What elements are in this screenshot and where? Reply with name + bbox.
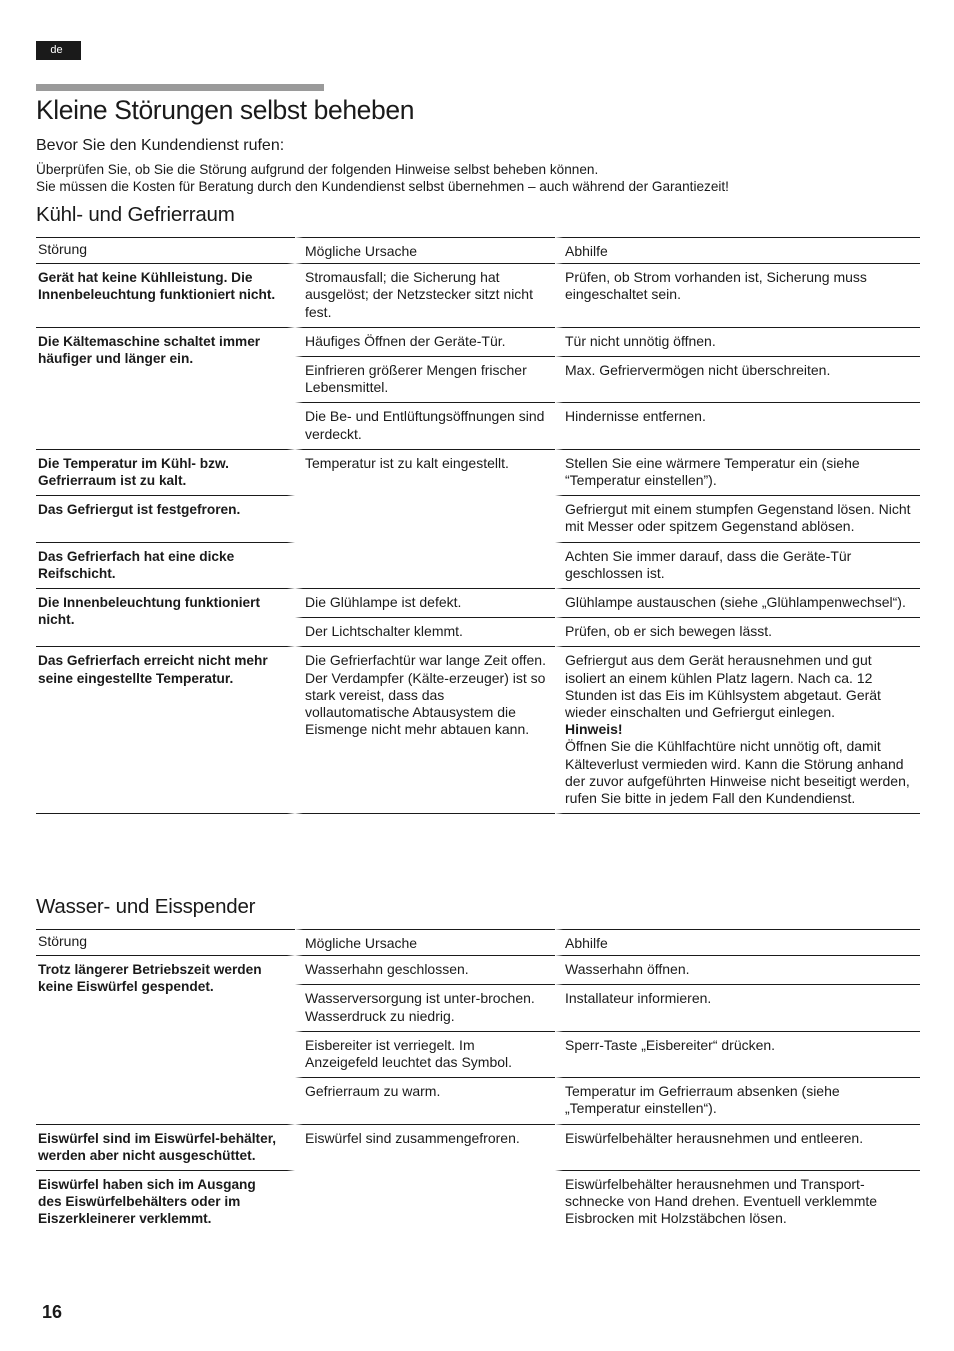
problem-cell: Gerät hat keine Kühlleistung. Die Innenbeleuchtung funktioniert nicht. <box>36 263 295 327</box>
fix-cell: Stellen Sie eine wärmere Temperatur ein (siehe “Temperatur einstellen”). <box>555 449 920 495</box>
table-row <box>36 263 920 327</box>
cause-cell: Der Lichtschalter klemmt. <box>295 617 555 646</box>
table-row <box>36 588 920 617</box>
fix-cell: Gefriergut mit einem stumpfen Gegenstand lösen. Nicht mit Messer oder spitzem Gegenstand ablösen. <box>555 495 920 541</box>
language-tab: de <box>36 41 81 60</box>
fix-cell: Eiswürfelbehälter herausnehmen und entleeren. <box>555 1124 920 1170</box>
table-row <box>36 1170 920 1234</box>
problem-cell: Die Innenbeleuchtung funktioniert nicht. <box>36 588 295 646</box>
problem-cell: Eiswürfel sind im Eiswürfel-behälter, werden aber nicht ausgeschüttet. <box>36 1124 295 1170</box>
problem-cell: Trotz längerer Betriebszeit werden keine Eiswürfel gespendet. <box>36 955 295 1123</box>
page-number: 16 <box>42 1302 63 1322</box>
fix-cell: Prüfen, ob er sich bewegen lässt. <box>555 617 920 646</box>
problem-cell: Das Gefriergut ist festgefroren. <box>36 495 295 541</box>
table-row <box>36 955 920 984</box>
column-header-problem: Störung <box>36 929 295 955</box>
fix-cell: Achten Sie immer darauf, dass die Geräte-Tür geschlossen ist. <box>555 542 920 588</box>
cause-cell: Temperatur ist zu kalt eingestellt. <box>295 449 555 495</box>
cause-cell: Eisbereiter ist verriegelt. Im Anzeigefeld leuchtet das Symbol. <box>295 1031 555 1077</box>
cause-cell: Wasserversorgung ist unter-brochen. Wasserdruck zu niedrig. <box>295 984 555 1030</box>
cause-cell: Gefrierraum zu warm. <box>295 1077 555 1123</box>
fix-cell: Temperatur im Gefrierraum absenken (siehe „Temperatur einstellen“). <box>555 1077 920 1123</box>
table-row <box>36 1124 920 1170</box>
fix-cell: Hindernisse entfernen. <box>555 402 920 448</box>
intro-line: Überprüfen Sie, ob Sie die Störung aufgrund der folgenden Hinweise selbst beheben können. <box>36 162 599 177</box>
intro-text <box>36 161 916 195</box>
table-row <box>36 449 920 495</box>
fix-cell: Prüfen, ob Strom vorhanden ist, Sicherung muss eingeschaltet sein. <box>555 263 920 327</box>
problem-cell: Das Gefrierfach hat eine dicke Reifschicht. <box>36 542 295 588</box>
fix-cell: Glühlampe austauschen (siehe „Glühlampenwechsel“). <box>555 588 920 617</box>
cause-cell: Häufiges Öffnen der Geräte-Tür. <box>295 327 555 356</box>
cause-cell: Die Be- und Entlüftungsöffnungen sind verdeckt. <box>295 402 555 448</box>
cause-cell: Wasserhahn geschlossen. <box>295 955 555 984</box>
cause-cell <box>295 495 555 541</box>
fix-cell: Wasserhahn öffnen. <box>555 955 920 984</box>
section-heading-water-ice: Wasser- und Eisspender <box>36 895 256 918</box>
problem-cell: Die Kältemaschine schaltet immer häufiger und länger ein. <box>36 327 295 449</box>
problem-cell: Die Temperatur im Kühl- bzw. Gefrierraum ist zu kalt. <box>36 449 295 495</box>
troubleshooting-table-fridge <box>36 237 920 814</box>
section-heading-fridge-freezer: Kühl- und Gefrierraum <box>36 203 235 226</box>
fix-cell: Eiswürfelbehälter herausnehmen und Transport-schnecke von Hand drehen. Eventuell verklemmte Eisbrocken mit Holzstäbchen lösen. <box>555 1170 920 1234</box>
column-header-problem: Störung <box>36 237 295 263</box>
cause-cell: Die Glühlampe ist defekt. <box>295 588 555 617</box>
column-header-cause: Mögliche Ursache <box>295 929 555 955</box>
table-row <box>36 542 920 588</box>
problem-cell: Das Gefrierfach erreicht nicht mehr seine eingestellte Temperatur. <box>36 646 295 814</box>
troubleshooting-table-ice <box>36 929 920 1234</box>
fix-text: Gefriergut aus dem Gerät herausnehmen und gut isoliert an einem kühlen Platz lagern. Nach ca. 12 Stunden ist das Eis im Kühlsystem abgetaut. Gerät wieder einschalten und Gefriergut einlegen. <box>565 652 881 721</box>
cause-cell <box>295 1170 555 1234</box>
note-text: Öffnen Sie die Kühlfachtüre nicht unnötig oft, damit Kälteverlust vermieden wird. Kann die Störung anhand der zuvor aufgeführten Hinweise nicht beseitigt werden, rufen Sie bitte in jedem Fall den Kundendienst. <box>565 738 910 807</box>
cause-cell: Die Gefrierfachtür war lange Zeit offen. Der Verdampfer (Kälte-erzeuger) ist so stark vereist, dass das vollautomatische Abtausystem die Eismenge nicht mehr abtauen kann. <box>295 646 555 814</box>
fix-cell: Installateur informieren. <box>555 984 920 1030</box>
page-title: Kleine Störungen selbst beheben <box>36 95 415 125</box>
cause-cell <box>295 542 555 588</box>
column-header-fix: Abhilfe <box>555 237 920 263</box>
subheading: Bevor Sie den Kundendienst rufen: <box>36 137 285 154</box>
table-row <box>36 327 920 356</box>
fix-cell: Tür nicht unnötig öffnen. <box>555 327 920 356</box>
column-header-cause: Mögliche Ursache <box>295 237 555 263</box>
cause-cell: Stromausfall; die Sicherung hat ausgelöst; der Netzstecker sitzt nicht fest. <box>295 263 555 327</box>
fix-cell: Sperr-Taste „Eisbereiter“ drücken. <box>555 1031 920 1077</box>
problem-cell: Eiswürfel haben sich im Ausgang des Eiswürfelbehälters oder im Eiszerkleinerer verklemmt. <box>36 1170 295 1234</box>
title-rule <box>36 84 324 91</box>
cause-cell: Eiswürfel sind zusammengefroren. <box>295 1124 555 1170</box>
column-header-fix: Abhilfe <box>555 929 920 955</box>
note-label: Hinweis! <box>565 721 623 738</box>
fix-cell <box>555 646 920 814</box>
cause-cell: Einfrieren größerer Mengen frischer Lebensmittel. <box>295 356 555 402</box>
fix-cell: Max. Gefriervermögen nicht überschreiten. <box>555 356 920 402</box>
table-row <box>36 646 920 814</box>
table-row <box>36 495 920 541</box>
intro-line: Sie müssen die Kosten für Beratung durch den Kundendienst selbst übernehmen – auch während der Garantiezeit! <box>36 179 729 194</box>
